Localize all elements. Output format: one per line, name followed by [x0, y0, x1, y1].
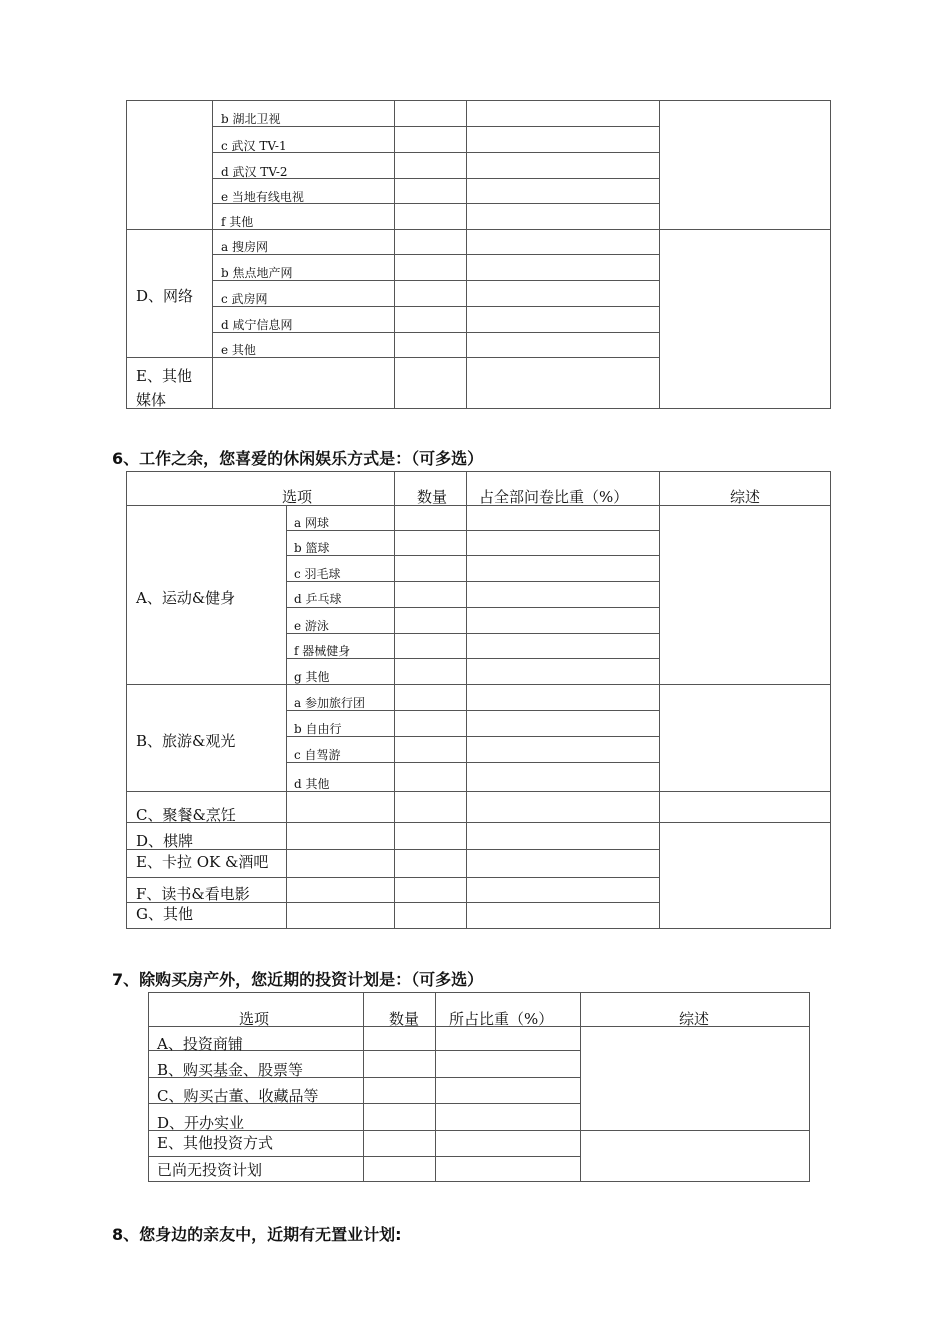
header-count: 数量 [417, 488, 448, 506]
header-summary: 综述 [679, 1010, 710, 1028]
leisure-table [126, 471, 831, 929]
category-network: D、网络 [136, 287, 194, 305]
category-karaoke: E、卡拉 OK &酒吧 [136, 853, 269, 871]
category-other-media: E、其他 [136, 367, 192, 385]
category-dining: C、聚餐&烹饪 [136, 806, 236, 824]
sport-item: f 器械健身 [294, 644, 351, 658]
investment-table [148, 992, 810, 1182]
investment-row: D、开办实业 [157, 1114, 245, 1132]
header-count: 数量 [389, 1010, 420, 1028]
header-option: 选项 [239, 1010, 270, 1028]
header-percent: 所占比重（%） [449, 1010, 554, 1028]
question-7-title: 7、除购买房产外，您近期的投资计划是：（可多选） [112, 970, 484, 989]
travel-item: b 自由行 [294, 722, 342, 736]
travel-item: c 自驾游 [294, 748, 341, 762]
question-8-title: 8、您身边的亲友中，近期有无置业计划: [112, 1225, 402, 1244]
network-item: e 其他 [221, 343, 256, 357]
investment-row: E、其他投资方式 [157, 1134, 273, 1152]
tv-item: c 武汉 TV-1 [221, 139, 287, 153]
network-item: c 武房网 [221, 292, 268, 306]
category-travel: B、旅游&观光 [136, 732, 236, 750]
tv-item: e 当地有线电视 [221, 190, 304, 204]
header-summary: 综述 [730, 488, 761, 506]
investment-row: 已尚无投资计划 [157, 1161, 263, 1179]
network-item: b 焦点地产网 [221, 266, 293, 280]
tv-item: f 其他 [221, 215, 254, 229]
network-item: a 搜房网 [221, 240, 268, 254]
travel-item: d 其他 [294, 777, 330, 791]
category-sport: A、运动&健身 [136, 589, 236, 607]
investment-row: A、投资商铺 [157, 1035, 243, 1053]
investment-row: C、购买古董、收藏品等 [157, 1087, 319, 1105]
header-percent: 占全部问卷比重（%） [479, 488, 629, 506]
tv-item: b 湖北卫视 [221, 112, 281, 126]
travel-item: a 参加旅行团 [294, 696, 365, 710]
sport-item: b 篮球 [294, 541, 330, 555]
sport-item: g 其他 [294, 670, 330, 684]
tv-item: d 武汉 TV-2 [221, 165, 288, 179]
header-option: 选项 [282, 488, 313, 506]
question-6-title: 6、工作之余，您喜爱的休闲娱乐方式是：（可多选） [112, 449, 484, 468]
category-other-leisure: G、其他 [136, 905, 193, 923]
sport-item: a 网球 [294, 516, 329, 530]
sport-item: c 羽毛球 [294, 567, 341, 581]
network-item: d 咸宁信息网 [221, 318, 293, 332]
media-table [126, 100, 831, 409]
sport-item: e 游泳 [294, 619, 329, 633]
investment-row: B、购买基金、股票等 [157, 1061, 304, 1079]
category-other-media-line2: 媒体 [136, 391, 167, 409]
category-reading: F、读书&看电影 [136, 885, 250, 903]
category-chess: D、棋牌 [136, 832, 194, 850]
sport-item: d 乒乓球 [294, 592, 342, 606]
